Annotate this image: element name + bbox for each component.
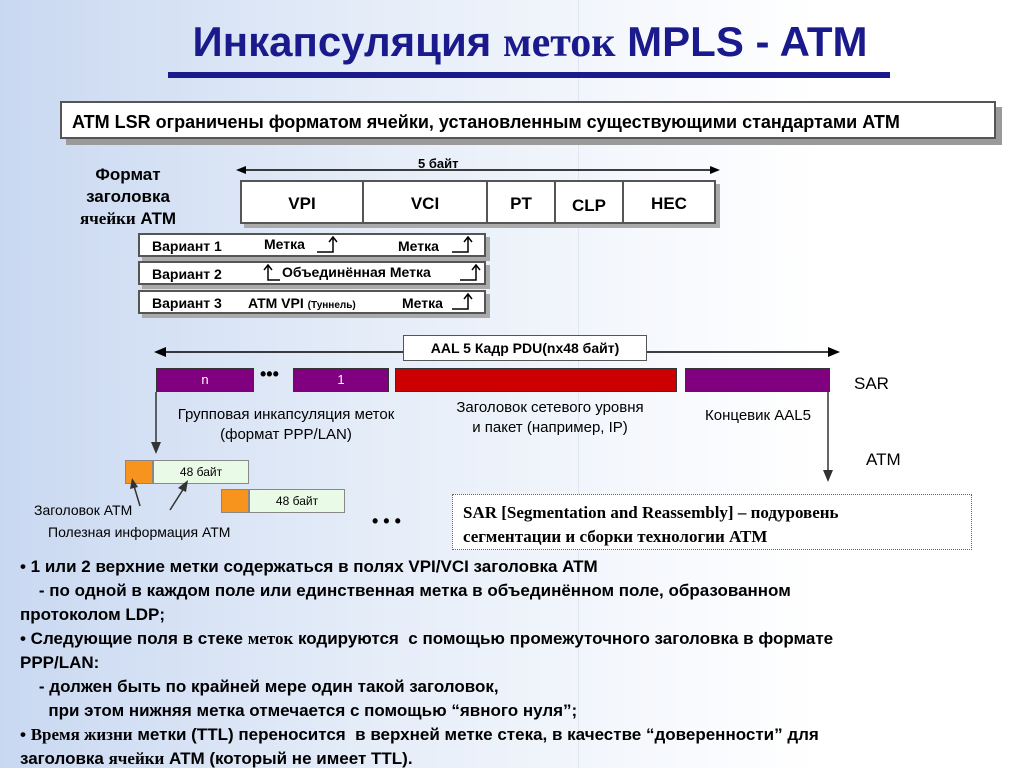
five-byte-label: 5 байт xyxy=(418,156,459,171)
atm-label: ATM xyxy=(866,450,901,469)
cells-dots: • • • xyxy=(372,511,401,531)
variant-name: Вариант 2 xyxy=(152,266,222,282)
atm-cell-header xyxy=(240,180,716,224)
cell-format-label-word: ячейки xyxy=(79,209,136,228)
variant-2-row xyxy=(138,261,486,285)
bullet-subitem: - должен быть по крайней мере один такой заголовок, xyxy=(20,677,499,696)
variant-label-a-small: (Туннель) xyxy=(307,300,356,311)
group-encapsulation-line: Групповая инкапсуляция меток xyxy=(177,406,395,423)
sar-note-line: сегментации и сборки технологии ATM xyxy=(463,527,768,546)
title-part-serif: меток xyxy=(502,20,616,66)
atm-header-label: Заголовок ATM xyxy=(34,502,133,518)
variant-2-marker-right xyxy=(458,263,488,283)
bullet-text: метки (TTL) переносится в верхней метке стека, в качестве “доверенности” для xyxy=(132,725,819,744)
bullet-text: кодируются с помощью промежуточного заголовка в формате xyxy=(293,629,834,648)
cell-2-payload: 48 байт xyxy=(249,489,345,513)
bullet-text-serif: меток xyxy=(247,629,294,648)
left-down-arrow xyxy=(148,392,164,454)
variant-1-marker-b xyxy=(450,235,480,255)
field-clp: CLP xyxy=(556,182,624,222)
cell-format-label-line: Формат xyxy=(95,165,161,184)
cell-1-payload: 48 байт xyxy=(153,460,249,484)
cell-format-label-line xyxy=(58,208,198,230)
network-header-line: Заголовок сетевого уровня xyxy=(456,399,644,416)
aal5-frame-label: AAL 5 Кадр PDU(nx48 байт) xyxy=(403,335,647,361)
field-pt: PT xyxy=(488,182,556,222)
variant-label-a: Объединённая Метка xyxy=(282,264,431,280)
cell-format-label-word: ATM xyxy=(135,209,176,228)
field-vpi: VPI xyxy=(242,182,364,222)
variant-name: Вариант 1 xyxy=(152,238,222,254)
group-encapsulation-label xyxy=(148,405,424,445)
variant-label-b: Метка xyxy=(402,295,443,311)
bullet-text: ATM (который не имеет TTL). xyxy=(164,749,413,768)
segment-1: 1 xyxy=(293,368,389,392)
cell-format-label xyxy=(58,164,198,230)
variant-label-a: Метка xyxy=(264,236,305,252)
variant-1-marker-a xyxy=(315,235,345,255)
title-underline xyxy=(168,72,890,78)
variant-label-b: Метка xyxy=(398,238,439,254)
bullet-item: • 1 или 2 верхние метки содержаться в полях VPI/VCI заголовка ATM xyxy=(20,557,598,576)
variant-label-a-main: ATM VPI xyxy=(248,295,304,311)
bullet-item xyxy=(20,723,1020,747)
cell-2-header xyxy=(221,489,249,513)
bullet-list xyxy=(20,555,1020,771)
variant-name: Вариант 3 xyxy=(152,295,222,311)
sar-definition-note xyxy=(452,494,972,550)
bullet-subitem xyxy=(20,747,1020,771)
variant-2-marker-left xyxy=(258,263,282,283)
bullet-text-serif: Время жизни xyxy=(30,725,133,744)
network-header-segment xyxy=(395,368,677,392)
bullet-text: заголовка xyxy=(20,749,109,768)
cell-format-label-line: заголовка xyxy=(86,187,170,206)
atm-lsr-note: ATM LSR ограничены форматом ячейки, установленным существующими стандартами ATM xyxy=(60,101,996,139)
bullet-item xyxy=(20,627,1020,651)
segment-dots: ••• xyxy=(260,364,279,384)
bullet-subitem: PPP/LAN: xyxy=(20,653,100,672)
bullet-subitem: - по одной в каждом поле или единственная метка в объединённом поле, образованном xyxy=(20,581,791,600)
variant-3-row xyxy=(138,290,486,314)
group-encapsulation-line: (формат PPP/LAN) xyxy=(220,426,352,443)
bullet-text: • Следующие поля в стеке xyxy=(20,629,248,648)
bullet-subitem: при этом нижняя метка отмечается с помощью “явного нуля”; xyxy=(20,701,578,720)
bullet-text-serif: ячейки xyxy=(108,749,165,768)
five-byte-arrow xyxy=(236,160,720,176)
aal5-trailer-label: Концевик AAL5 xyxy=(705,407,811,424)
network-header-line: и пакет (например, IP) xyxy=(472,419,628,436)
variant-label-a xyxy=(248,295,356,311)
network-header-label xyxy=(430,398,670,438)
sar-note-line: SAR [Segmentation and Reassembly] – подуровень xyxy=(463,503,839,522)
bullet-subitem: протоколом LDP; xyxy=(20,605,166,624)
atm-payload-label: Полезная информация ATM xyxy=(48,524,231,540)
field-vci: VCI xyxy=(364,182,488,222)
field-hec: HEC xyxy=(651,194,687,213)
slide-title xyxy=(0,18,1024,67)
variant-1-row xyxy=(138,233,486,257)
right-down-arrow xyxy=(820,392,836,482)
sar-label: SAR xyxy=(854,374,889,393)
title-part: MPLS - ATM xyxy=(615,18,868,65)
segment-n: n xyxy=(156,368,254,392)
bullet-text: • xyxy=(20,725,31,744)
title-part: Инкапсуляция xyxy=(192,18,503,65)
aal5-trailer-segment xyxy=(685,368,830,392)
variant-3-marker xyxy=(450,292,480,312)
